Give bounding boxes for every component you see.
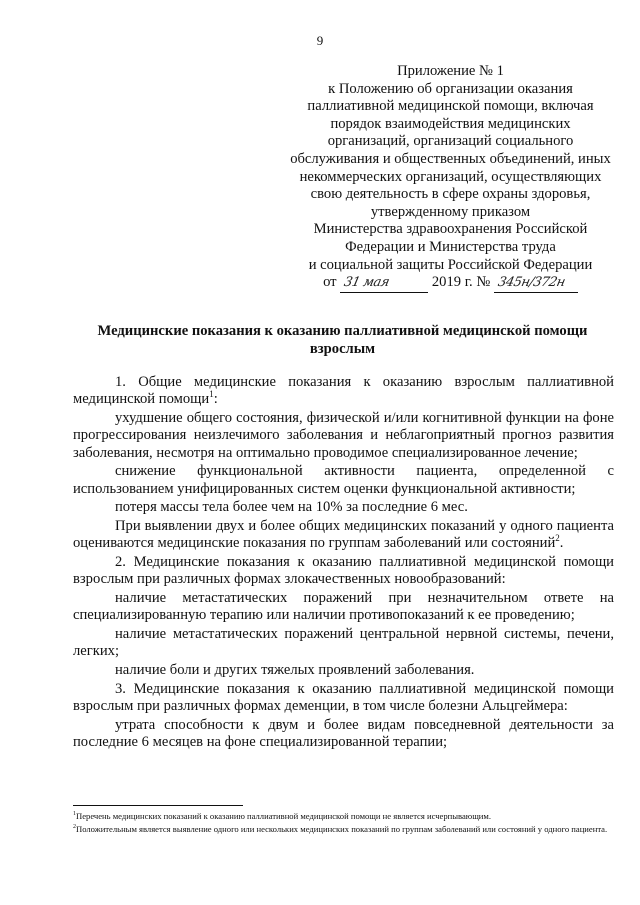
approval-line: и социальной защиты Российской Федерации [308, 256, 593, 273]
paragraph: ухудшение общего состояния, физической и/или когнитивной функции на фоне прогрессирования неизлечимого заболевания и неблагоприятный прогноз развития заболевания, несмотря на оптимально проводимое специализированное лечение; [73, 410, 614, 461]
approval-line: утвержденному приказом [370, 203, 531, 220]
document-body [73, 374, 614, 753]
handwritten-date-field [340, 274, 428, 293]
paragraph: наличие метастатических поражений при незначительном ответе на специализированную терапию или наличии противопоказаний к ее проведению; [73, 590, 614, 624]
page-number: 9 [316, 33, 324, 48]
document-title: Медицинские показания к оказанию паллиативной медицинской помощи взрослым [97, 323, 588, 357]
paragraph-dementia-indications: 3. Медицинские показания к оказанию паллиативной медицинской помощи взрослым при различных формах деменции, в том числе болезни Альцгеймера: [73, 680, 614, 714]
paragraph: потеря массы тела более чем на 10% за последние 6 мес. [115, 499, 468, 516]
paragraph: При выявлении двух и более общих медицинских показаний у одного пациента оцениваются медицинские показания по группам заболеваний или состояний$^2$. [73, 518, 614, 552]
paragraph: утрата способности к двум и более видам повседневной деятельности за последние 6 месяцев на фоне специализированной терапии; [73, 716, 614, 750]
handwritten-number-field [494, 274, 578, 293]
approval-line: свою деятельность в сфере охраны здоровья, [310, 186, 591, 203]
from-label: от [323, 274, 337, 291]
footnote-1: $^1$Перечень медицинских показаний к оказанию паллиативной медицинской помощи не является исчерпывающим. [73, 810, 491, 821]
handwritten-number: 345н/372н [496, 275, 567, 291]
paragraph: наличие боли и других тяжелых проявлений заболевания. [115, 662, 475, 678]
footnote-ref-2: 2 [555, 533, 560, 544]
paragraph: снижение функциональной активности пациента, определенной с использованием унифицированных систем оценки функциональной активности; [73, 463, 614, 497]
approval-line: Федерации и Министерства труда [345, 238, 556, 255]
footnotes [73, 805, 614, 835]
approval-line: паллиативной медицинской помощи, включая [307, 98, 594, 115]
approval-block [278, 63, 623, 293]
footnote-ref-1: 1 [209, 389, 214, 400]
paragraph: наличие метастатических поражений центральной нервной системы, печени, легких; [73, 626, 614, 660]
approval-line: некоммерческих организаций, осуществляющих [299, 168, 602, 185]
approval-line: Министерства здравоохранения Российской [313, 221, 588, 238]
approval-line: обслуживания и общественных объединений, иных [290, 150, 611, 167]
approval-line: порядок взаимодействия медицинских [330, 115, 571, 132]
footnote-2: $^2$Положительным является выявление одного или нескольких медицинских показаний по группам заболеваний или состояний у одного пациента. [73, 823, 608, 834]
footnote-divider [73, 805, 243, 806]
approval-line: Приложение № 1 [397, 63, 504, 79]
paragraph-oncology-indications: 2. Медицинские показания к оказанию паллиативной медицинской помощи взрослым при различных формах злокачественных новообразований: [73, 554, 614, 588]
order-year-number-label: 2019 г. № [431, 274, 491, 291]
paragraph-general-indications: 1. Общие медицинские показания к оказанию взрослым паллиативной медицинской помощи$^1$: [73, 374, 614, 408]
order-date-line [278, 274, 623, 293]
handwritten-date: 31 мая [342, 275, 391, 291]
approval-line: к Положению об организации оказания [328, 80, 573, 97]
approval-line: организаций, организаций социального [327, 133, 574, 150]
